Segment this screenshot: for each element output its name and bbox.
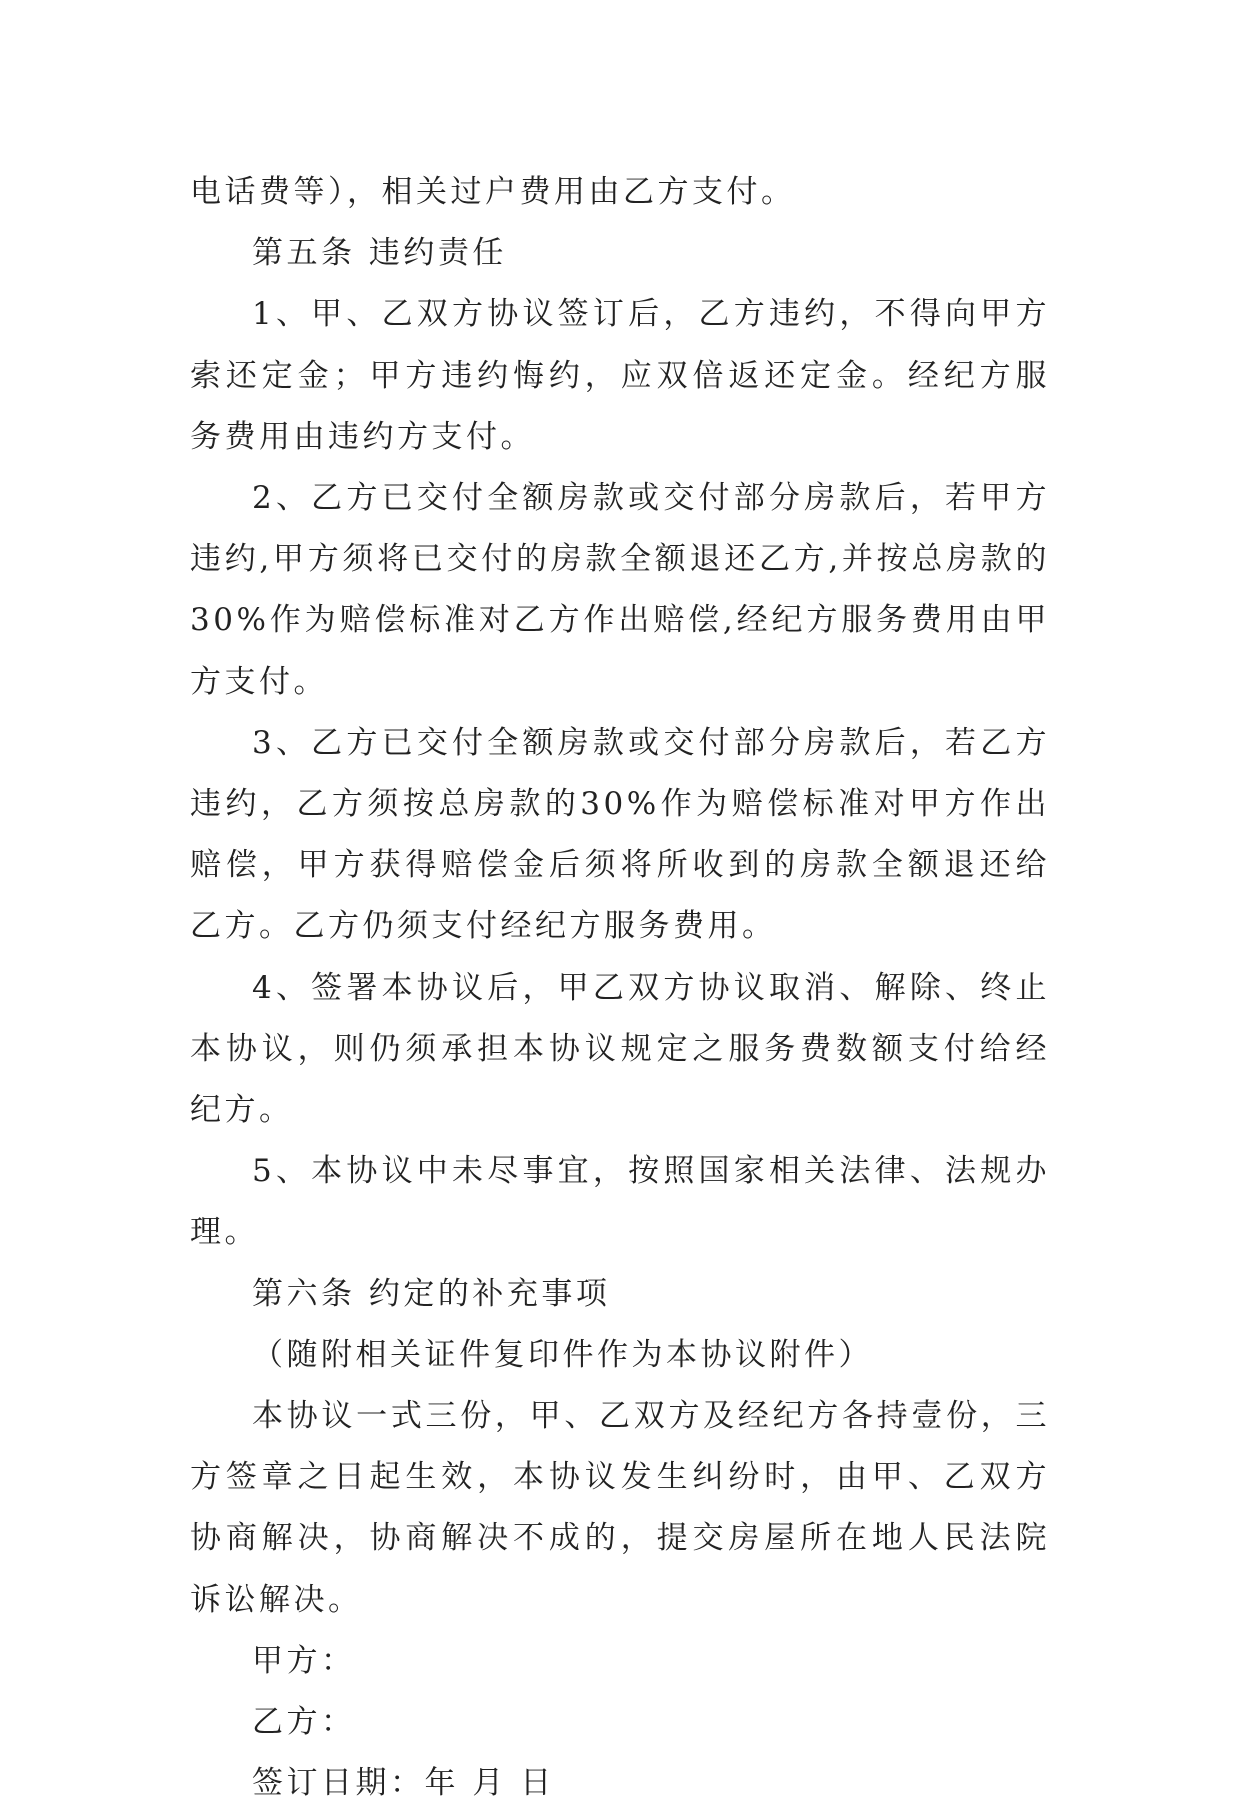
document-body	[190, 162, 1050, 1814]
section-heading-article-5: 第五条 违约责任	[252, 235, 507, 272]
section-heading-article-6: 第六条 约定的补充事项	[252, 1275, 611, 1312]
party-a-signature-label: 甲方：	[252, 1642, 356, 1679]
clause-1: 1、甲、乙双方协议签订后，乙方违约，不得向甲方索还定金；甲方违约悔约，应双倍返还定金。经纪方服务费用由违约方支付。	[190, 296, 1050, 455]
clause-2: 2、乙方已交付全额房款或交付部分房款后，若甲方违约,甲方须将已交付的房款全额退还乙方,并按总房款的30%作为赔偿标准对乙方作出赔偿,经纪方服务费用由甲方支付。	[190, 480, 1050, 700]
clause-4: 4、签署本协议后，甲乙双方协议取消、解除、终止本协议，则仍须承担本协议规定之服务费数额支付给经纪方。	[190, 969, 1050, 1129]
signing-date-label: 签订日期：年 月 日	[252, 1765, 555, 1802]
paragraph-fee-continuation: 电话费等），相关过户费用由乙方支付。	[190, 174, 796, 210]
attachment-note: （随附相关证件复印件作为本协议附件）	[252, 1336, 873, 1373]
clause-5: 5、本协议中未尽事宜，按照国家相关法律、法规办理。	[190, 1153, 1050, 1251]
agreement-copies-clause: 本协议一式三份，甲、乙双方及经纪方各持壹份，三方签章之日起生效，本协议发生纠纷时，由甲、乙双方协商解决，协商解决不成的，提交房屋所在地人民法院诉讼解决。	[190, 1398, 1050, 1618]
clause-3: 3、乙方已交付全额房款或交付部分房款后，若乙方违约，乙方须按总房款的30%作为赔偿标准对甲方作出赔偿，甲方获得赔偿金后须将所收到的房款全额退还给乙方。乙方仍须支付经纪方服务费用。	[190, 724, 1050, 945]
party-b-signature-label: 乙方：	[252, 1704, 356, 1741]
